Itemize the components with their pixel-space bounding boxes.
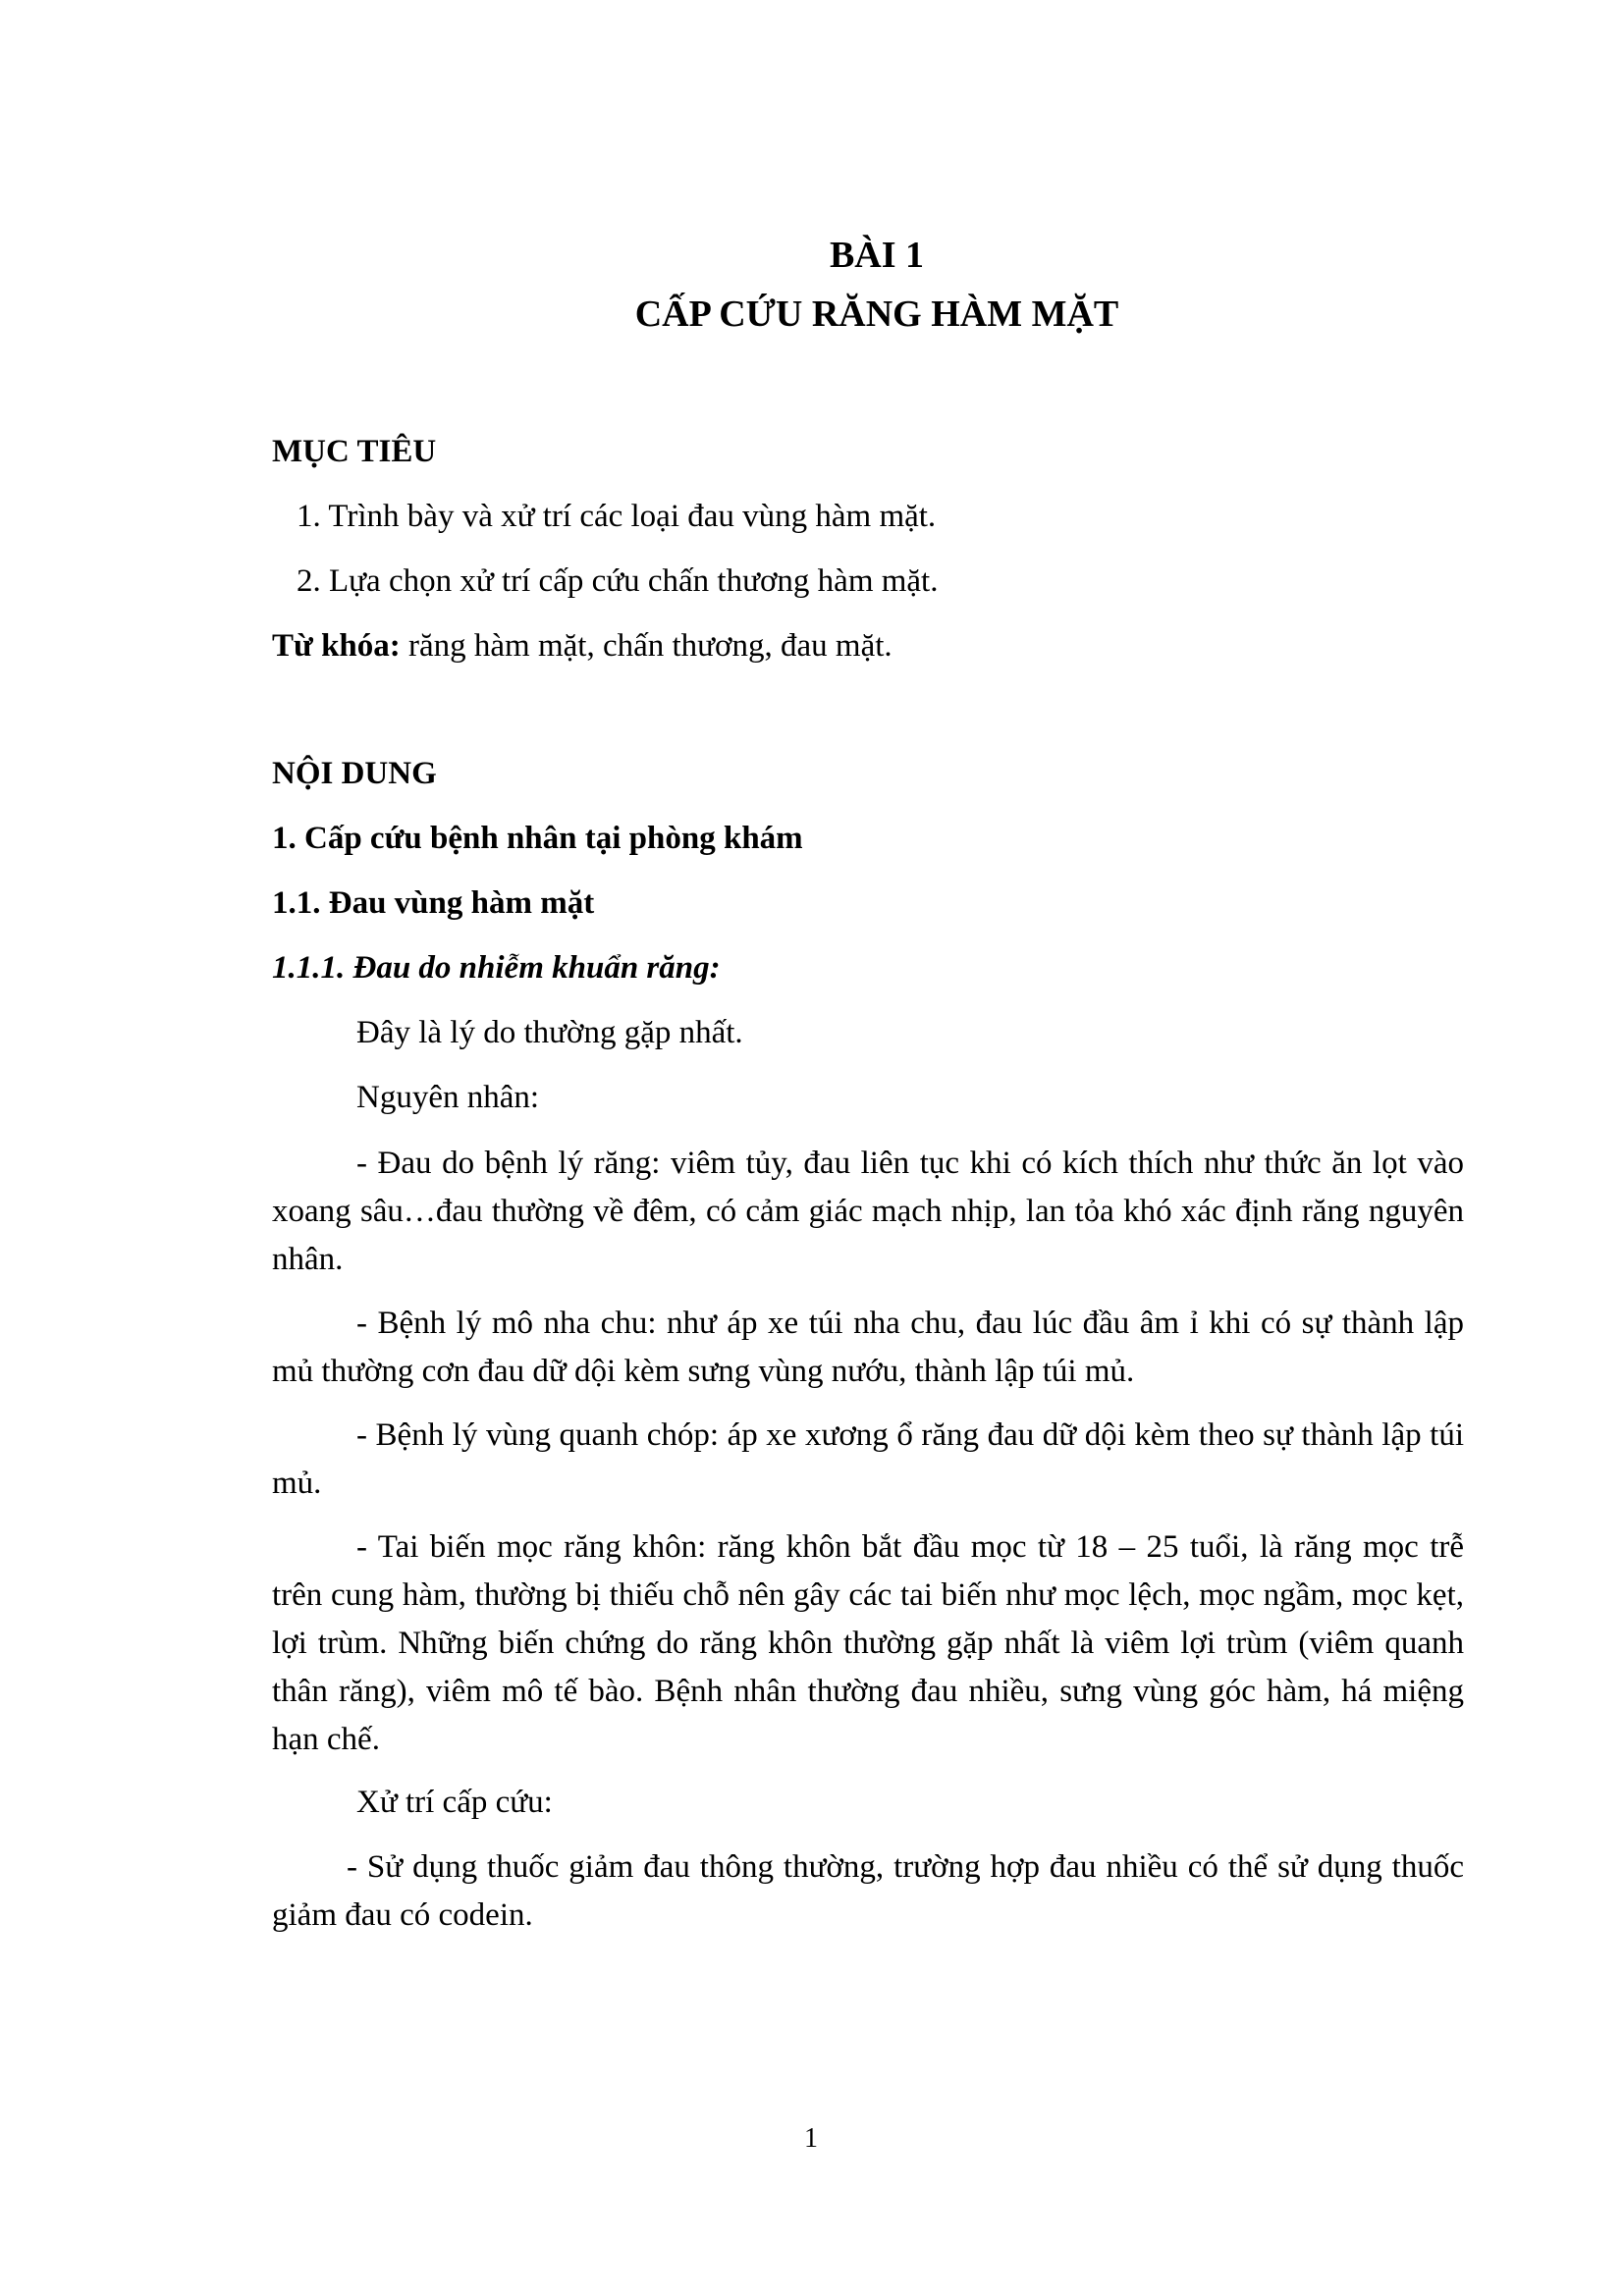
cause-paragraph-2: - Bệnh lý mô nha chu: như áp xe túi nha chu, đau lúc đầu âm ỉ khi có sự thành lập mủ thường cơn đau dữ dội kèm sưng vùng nướu, thành lập túi mủ. <box>272 1306 1464 1389</box>
keywords-line <box>272 622 893 669</box>
objective-item-1: 1. Trình bày và xử trí các loại đau vùng hàm mặt. <box>297 499 937 534</box>
section-1-1-heading: 1.1. Đau vùng hàm mặt <box>272 885 595 921</box>
treatment-label: Xử trí cấp cứu: <box>356 1785 553 1820</box>
page-number: 1 <box>804 2123 818 2154</box>
lesson-title: CẤP CỨU RĂNG HÀM MẶT <box>634 294 1119 335</box>
treatment-paragraph-1: - Sử dụng thuốc giảm đau thông thường, trường hợp đau nhiều có thể sử dụng thuốc giảm đau có codein. <box>272 1849 1464 1933</box>
keywords-label: Từ khóa: <box>272 628 401 664</box>
cause-paragraph-1: - Đau do bệnh lý răng: viêm tủy, đau liên tục khi có kích thích như thức ăn lọt vào xoang sâu…đau thường về đêm, có cảm giác mạch nhịp, lan tỏa khó xác định răng nguyên nhân. <box>272 1146 1464 1277</box>
cause-paragraph-4: - Tai biến mọc răng khôn: răng khôn bắt đầu mọc từ 18 – 25 tuổi, là răng mọc trễ trên cung hàm, thường bị thiếu chỗ nên gây các tai biến như mọc lệch, mọc ngầm, mọc kẹt, lợi trùm. Những biến chứng do răng khôn thường gặp nhất là viêm lợi trùm (viêm quanh thân răng), viêm mô tế bào. Bệnh nhân thường đau nhiều, sưng vùng góc hàm, há miệng hạn chế. <box>272 1529 1464 1757</box>
cause-paragraph-3: - Bệnh lý vùng quanh chóp: áp xe xương ổ răng đau dữ dội kèm theo sự thành lập túi mủ. <box>272 1417 1464 1501</box>
objective-item-2: 2. Lựa chọn xử trí cấp cứu chấn thương hàm mặt. <box>297 563 939 599</box>
section-1-1-1-heading: 1.1.1. Đau do nhiễm khuẩn răng: <box>272 950 721 986</box>
intro-text: Đây là lý do thường gặp nhất. <box>356 1015 743 1050</box>
content-heading: NỘI DUNG <box>272 756 437 791</box>
lesson-number: BÀI 1 <box>829 235 925 276</box>
keywords-value: răng hàm mặt, chấn thương, đau mặt. <box>400 628 893 664</box>
objectives-heading: MỤC TIÊU <box>272 434 437 469</box>
section-1-heading: 1. Cấp cứu bệnh nhân tại phòng khám <box>272 821 803 856</box>
causes-label: Nguyên nhân: <box>356 1080 540 1115</box>
